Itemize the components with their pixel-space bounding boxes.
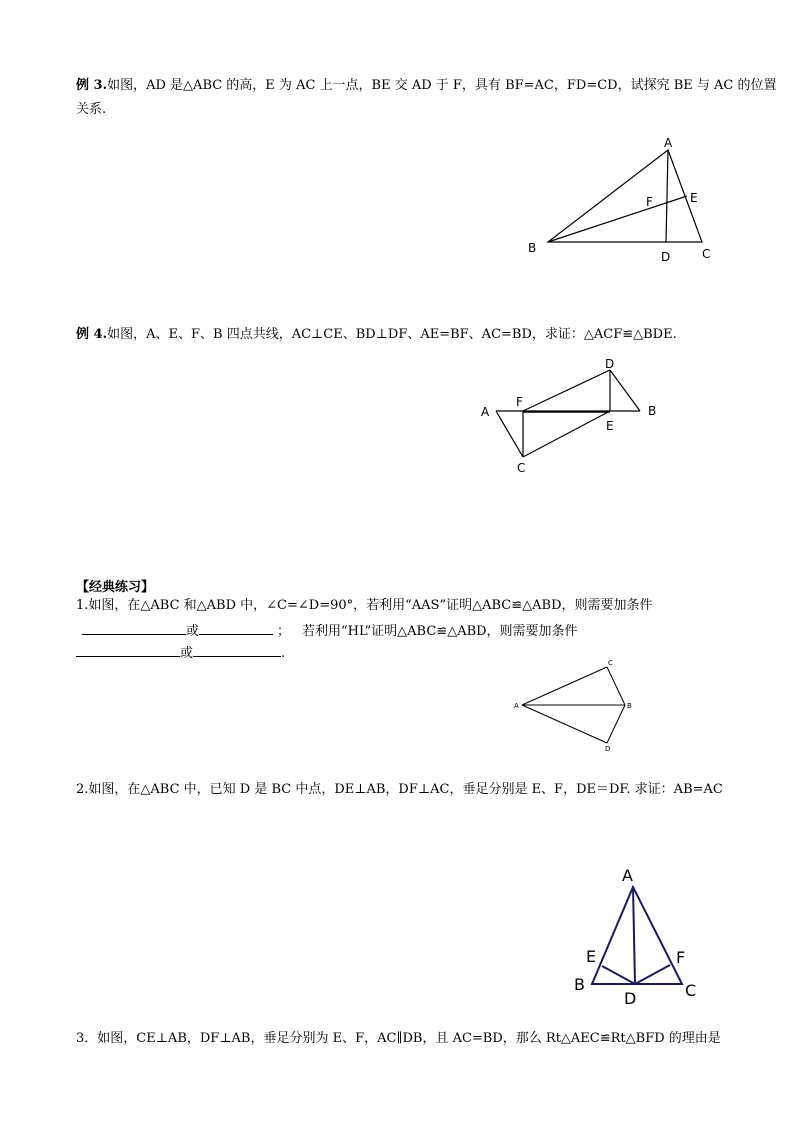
ex3-point-C: C [702, 247, 711, 261]
ex4-point-C: C [517, 461, 526, 475]
q3-line: 3．如图，CE⊥AB，DF⊥AB，垂足分别为 E、F，AC∥DB，且 AC=BD，那么 Rt△AEC≌Rt△BFD 的理由是 [76, 1031, 721, 1046]
q1-line1: 1.如图，在△ABC 和△ABD 中，∠C=∠D=90°，若利用“AAS”证明△ABC≌△ABD，则需要加条件 [76, 598, 653, 613]
ex3-point-F: F [646, 195, 653, 209]
q2-point-F: F [676, 948, 686, 967]
ex3-point-D: D [661, 250, 671, 264]
q2-point-E: E [586, 947, 597, 966]
q1-point-D: D [605, 745, 611, 753]
q1-point-B: B [627, 702, 632, 710]
q2-point-C: C [685, 981, 697, 1000]
q1-text2: 若利用“HL”证明△ABC≌△ABD，则需要加条件 [302, 624, 578, 639]
ex3-point-B: B [528, 241, 537, 255]
ex3-point-E: E [690, 191, 698, 205]
ex4-point-B: B [648, 404, 657, 418]
example4-text: 如图，A、E、F、B 四点共线，AC⊥CE、BD⊥DF、AE=BF、AC=BD，求证：△ACF≌△BDE. [107, 327, 677, 342]
example3-text: 如图，AD 是△ABC 的高，E 为 AC 上一点，BE 交 AD 于 F，具有 BF=AC，FD=CD，试探究 BE 与 AC 的位置 [107, 78, 777, 93]
example3-line2: 关系. [76, 102, 107, 117]
q2-line: 2.如图，在△ABC 中，已知 D 是 BC 中点，DE⊥AB，DF⊥AC，垂足分别是 E、F，DE＝DF. 求证：AB=AC [76, 782, 723, 797]
q2-point-A: A [622, 866, 633, 885]
ex4-point-F: F [516, 395, 523, 409]
ex4-point-D: D [605, 357, 615, 371]
q2-point-D: D [624, 989, 637, 1008]
ex4-point-A: A [481, 405, 490, 419]
ex4-point-E: E [606, 419, 614, 433]
practice-heading: 【经典练习】 [76, 580, 155, 595]
q1-or-2: 或 [180, 646, 194, 661]
q1-point-C: C [608, 659, 613, 667]
q2-point-B: B [574, 975, 585, 994]
example4-label: 例 4. [76, 327, 108, 342]
q1-or-1: 或 [186, 624, 200, 639]
q1-point-A: A [514, 702, 519, 710]
example3-label: 例 3. [76, 78, 108, 93]
q1-sep: ； [277, 624, 291, 639]
ex3-point-A: A [664, 136, 673, 150]
q1-end: . [281, 646, 286, 661]
